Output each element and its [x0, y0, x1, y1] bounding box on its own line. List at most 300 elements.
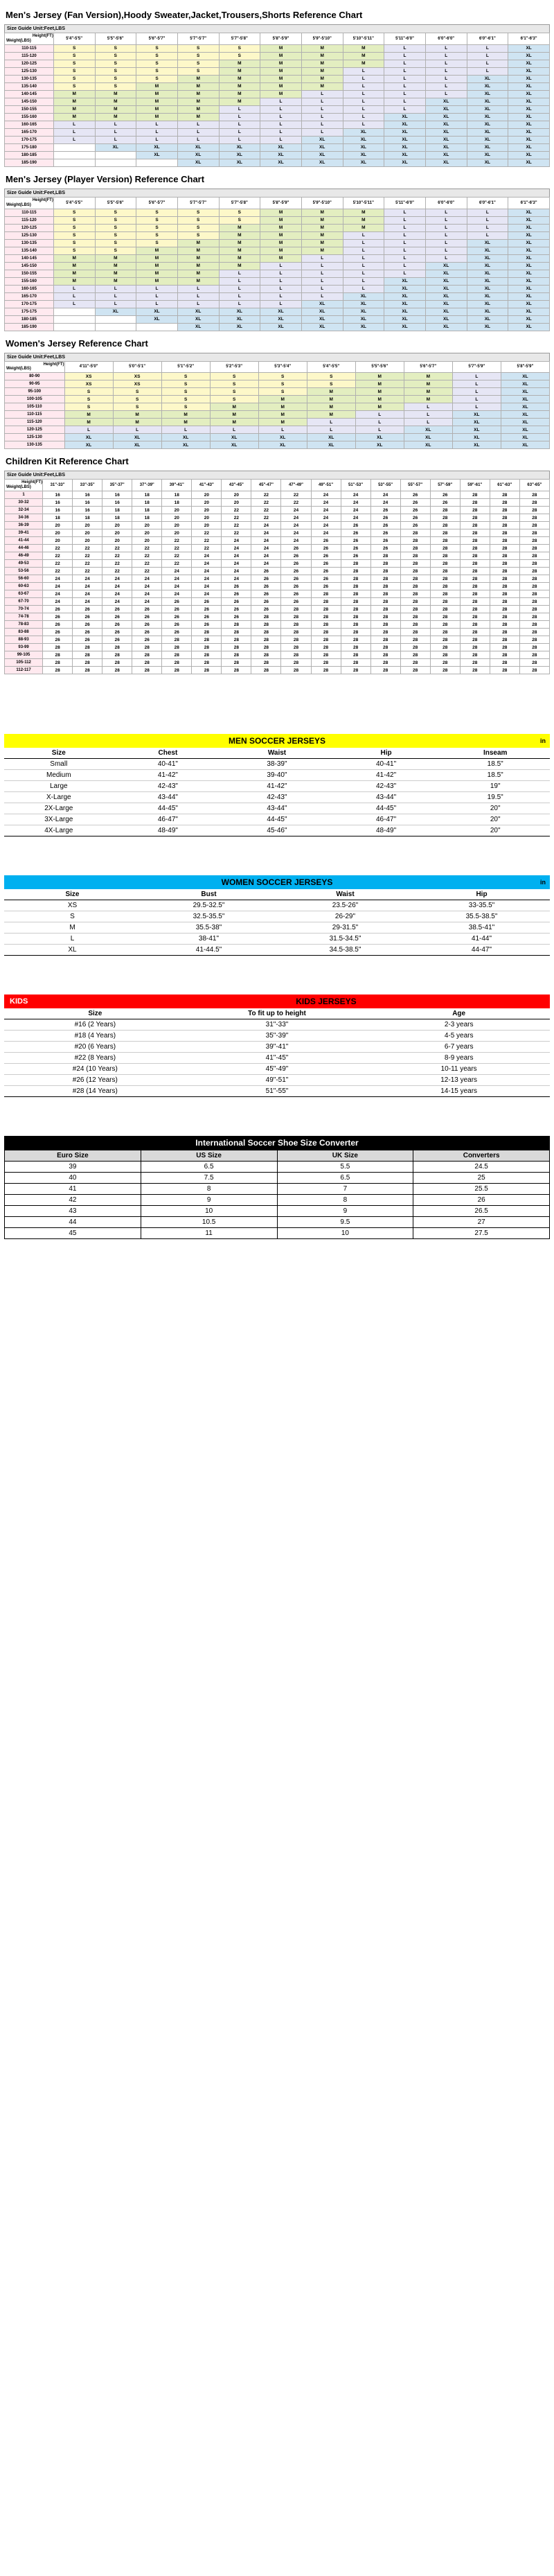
- shoe-size-table: [4, 1150, 550, 1239]
- grid-cell: 28: [400, 621, 430, 629]
- grid-cell: XL: [425, 105, 467, 113]
- grid-cell: M: [95, 113, 136, 121]
- grid-cell: L: [343, 239, 384, 247]
- grid-cell: M: [301, 75, 343, 82]
- table-cell: 43: [5, 1206, 141, 1217]
- table-cell: 40-41": [332, 759, 441, 770]
- grid-cell: S: [136, 60, 178, 67]
- grid-cell: 26: [162, 629, 192, 636]
- grid-cell: XL: [425, 113, 467, 121]
- grid-cell: XL: [501, 396, 549, 403]
- grid-cell: XL: [467, 300, 508, 308]
- grid-cell: M: [301, 67, 343, 75]
- grid-cell: 28: [519, 590, 549, 598]
- grid-cell: 28: [251, 644, 281, 651]
- grid-cell: L: [113, 426, 161, 434]
- grid-cell: 28: [400, 667, 430, 674]
- table-row: [5, 380, 550, 388]
- grid-cell: 26: [132, 606, 162, 613]
- grid-cell: M: [161, 419, 210, 426]
- grid-cell: L: [219, 136, 260, 143]
- grid-cell: S: [177, 60, 219, 67]
- grid-cell: L: [219, 277, 260, 285]
- grid-cell: L: [343, 285, 384, 292]
- grid-cell: [53, 159, 95, 166]
- table-cell: 10.5: [141, 1217, 277, 1228]
- grid-cell: [95, 159, 136, 166]
- grid-cell: M: [136, 247, 178, 254]
- grid-row-header: 145-150: [5, 98, 54, 105]
- grid-cell: XL: [508, 44, 550, 52]
- grid-cell: 28: [341, 651, 370, 659]
- grid-cell: M: [260, 90, 302, 98]
- column-header: Size: [4, 748, 114, 759]
- grid-cell: 20: [43, 522, 73, 529]
- grid-cell: 28: [251, 629, 281, 636]
- grid-cell: 20: [192, 499, 222, 507]
- grid-cell: 24: [102, 598, 132, 606]
- grid-column-header: 45"-47": [251, 480, 281, 491]
- grid-cell: L: [404, 419, 452, 426]
- grid-cell: XL: [425, 128, 467, 136]
- grid-row-header: 130-135: [5, 441, 65, 449]
- grid-cell: L: [425, 216, 467, 224]
- grid-cell: 28: [430, 529, 460, 537]
- grid-column-header: 5'11"-6'0": [384, 197, 426, 209]
- grid-cell: L: [343, 231, 384, 239]
- grid-cell: XL: [384, 308, 426, 315]
- grid-cell: 28: [430, 659, 460, 667]
- grid-cell: 28: [281, 621, 311, 629]
- table-cell: 11: [141, 1228, 277, 1239]
- grid-cell: S: [177, 231, 219, 239]
- grid-cell: S: [64, 396, 113, 403]
- grid-cell: XL: [508, 308, 550, 315]
- grid-cell: 22: [102, 560, 132, 568]
- grid-cell: 28: [460, 659, 490, 667]
- table-cell: 43-44": [114, 792, 223, 803]
- grid-cell: 16: [43, 491, 73, 499]
- grid-row-header: 80-90: [5, 373, 65, 380]
- table-cell: XS: [4, 900, 141, 911]
- grid-cell: 28: [102, 659, 132, 667]
- grid-cell: XL: [508, 52, 550, 60]
- table-cell: 4-5 years: [368, 1031, 550, 1042]
- table-row: [5, 262, 550, 270]
- table-row: [5, 151, 550, 159]
- table-row: [5, 98, 550, 105]
- grid-cell: S: [53, 52, 95, 60]
- grid-cell: 28: [370, 613, 400, 621]
- grid-cell: 26: [162, 613, 192, 621]
- grid-cell: 24: [43, 598, 73, 606]
- grid-row-header: 175-180: [5, 143, 54, 151]
- table-row: [5, 1195, 550, 1206]
- grid-cell: L: [53, 128, 95, 136]
- table-cell: 9.5: [277, 1217, 413, 1228]
- grid-cell: 28: [311, 651, 341, 659]
- grid-cell: XL: [343, 323, 384, 331]
- table-cell: M: [4, 922, 141, 934]
- grid-cell: XL: [452, 441, 501, 449]
- grid-cell: 16: [73, 507, 102, 514]
- grid-cell: L: [343, 277, 384, 285]
- table-row: [4, 825, 550, 836]
- grid-cell: 28: [519, 598, 549, 606]
- grid-row-header: 44-46: [5, 545, 43, 552]
- grid-cell: 28: [430, 514, 460, 522]
- grid-cell: L: [384, 90, 426, 98]
- table-row: [4, 781, 550, 792]
- grid-cell: XL: [425, 136, 467, 143]
- grid-cell: 26: [370, 537, 400, 545]
- grid-cell: XL: [113, 441, 161, 449]
- table-cell: 35.5-38.5": [413, 911, 550, 922]
- grid-cell: 22: [73, 560, 102, 568]
- grid-cell: 28: [490, 590, 519, 598]
- grid-cell: M: [64, 411, 113, 419]
- grid-cell: 28: [370, 598, 400, 606]
- grid-cell: 26: [370, 514, 400, 522]
- grid-cell: 28: [132, 659, 162, 667]
- grid-cell: 28: [222, 667, 251, 674]
- table-row: [4, 1053, 550, 1064]
- table-cell: 9: [277, 1206, 413, 1217]
- grid-cell: 28: [281, 651, 311, 659]
- grid-cell: 28: [490, 499, 519, 507]
- table-row: [4, 1031, 550, 1042]
- grid-cell: XL: [260, 323, 302, 331]
- grid-cell: 26: [222, 598, 251, 606]
- grid-cell: XL: [508, 300, 550, 308]
- table-row: [5, 403, 550, 411]
- grid-cell: 28: [400, 659, 430, 667]
- grid-cell: 24: [132, 590, 162, 598]
- column-header: UK Size: [277, 1150, 413, 1162]
- grid-cell: 26: [43, 606, 73, 613]
- grid-row-header: 145-150: [5, 262, 54, 270]
- grid-cell: XL: [355, 441, 404, 449]
- grid-cell: 26: [370, 522, 400, 529]
- table-row: [5, 52, 550, 60]
- grid-cell: XL: [219, 143, 260, 151]
- grid-cell: 26: [430, 499, 460, 507]
- grid-cell: 28: [519, 560, 549, 568]
- table-row: [5, 270, 550, 277]
- table-row: [5, 143, 550, 151]
- grid-cell: XL: [384, 113, 426, 121]
- grid-cell: 20: [192, 522, 222, 529]
- table-cell: Small: [4, 759, 114, 770]
- grid-cell: XL: [343, 136, 384, 143]
- table-row: [4, 1086, 550, 1097]
- column-header: Size: [4, 1008, 186, 1019]
- grid-cell: 28: [311, 606, 341, 613]
- table-row: [5, 636, 550, 644]
- grid-cell: XL: [260, 143, 302, 151]
- column-header: Euro Size: [5, 1150, 141, 1162]
- grid-cell: XL: [384, 136, 426, 143]
- grid-cell: 24: [102, 590, 132, 598]
- grid-cell: 28: [341, 575, 370, 583]
- grid-cell: 28: [490, 621, 519, 629]
- table-cell: 44-45": [114, 803, 223, 814]
- grid-cell: 28: [341, 659, 370, 667]
- grid-cell: 24: [370, 499, 400, 507]
- grid-cell: XL: [219, 159, 260, 166]
- grid-cell: L: [425, 52, 467, 60]
- grid-cell: M: [260, 247, 302, 254]
- grid-cell: 22: [251, 499, 281, 507]
- section-men_fan: [4, 10, 550, 167]
- table-cell: 18.5": [440, 759, 550, 770]
- table-cell: X-Large: [4, 792, 114, 803]
- grid-cell: 28: [370, 621, 400, 629]
- grid-column-header: 6'0"-6'0": [425, 33, 467, 45]
- grid-cell: M: [301, 82, 343, 90]
- grid-cell: 28: [400, 598, 430, 606]
- grid-cell: M: [260, 231, 302, 239]
- size-chart-page: [0, 0, 554, 1253]
- grid-row-header: 170-175: [5, 300, 54, 308]
- grid-cell: XL: [508, 292, 550, 300]
- table-row: [5, 277, 550, 285]
- grid-cell: 26: [281, 568, 311, 575]
- grid-row-header: 110-115: [5, 209, 54, 216]
- grid-row-header: 165-170: [5, 128, 54, 136]
- table-cell: 31"-33": [186, 1019, 368, 1031]
- table-cell: 23.5-26": [277, 900, 413, 911]
- grid-cell: 28: [222, 651, 251, 659]
- table-row: [4, 1075, 550, 1086]
- grid-cell: 26: [102, 613, 132, 621]
- table-row: [5, 411, 550, 419]
- grid-cell: 24: [132, 575, 162, 583]
- table-cell: 44-45": [332, 803, 441, 814]
- grid-cell: 28: [490, 598, 519, 606]
- grid-cell: L: [136, 128, 178, 136]
- grid-cell: [53, 323, 95, 331]
- grid-cell: M: [113, 419, 161, 426]
- grid-cell: L: [343, 90, 384, 98]
- grid-cell: 28: [132, 651, 162, 659]
- size-guide-note: Size Guide Unit:Feet,LBS: [4, 353, 550, 361]
- grid-cell: XL: [301, 308, 343, 315]
- grid-cell: XL: [508, 216, 550, 224]
- grid-cell: 28: [400, 583, 430, 590]
- grid-column-header: 6'1"-6'3": [508, 33, 550, 45]
- grid-cell: 24: [222, 537, 251, 545]
- grid-column-header: 6'0"-6'1": [467, 197, 508, 209]
- grid-cell: L: [95, 300, 136, 308]
- grid-cell: 28: [430, 621, 460, 629]
- grid-cell: XL: [425, 143, 467, 151]
- grid-cell: 28: [192, 636, 222, 644]
- grid-cell: M: [53, 254, 95, 262]
- women-panel-title-text: WOMEN SOCCER JERSEYS: [221, 877, 333, 888]
- grid-cell: M: [219, 90, 260, 98]
- grid-cell: XL: [343, 128, 384, 136]
- grid-cell: 22: [73, 545, 102, 552]
- grid-cell: XL: [452, 419, 501, 426]
- grid-cell: L: [177, 292, 219, 300]
- grid-row-header: 53-56: [5, 568, 43, 575]
- grid-cell: M: [219, 254, 260, 262]
- table-row: [5, 560, 550, 568]
- grid-cell: XL: [467, 254, 508, 262]
- grid-cell: L: [467, 52, 508, 60]
- column-header: US Size: [141, 1150, 277, 1162]
- grid-row-header: 39-41: [5, 529, 43, 537]
- grid-cell: XL: [210, 434, 258, 441]
- grid-cell: L: [53, 292, 95, 300]
- grid-cell: XL: [307, 434, 355, 441]
- women-size-table: [4, 889, 550, 956]
- grid-row-header: 70-74: [5, 606, 43, 613]
- grid-cell: [95, 323, 136, 331]
- grid-cell: XL: [219, 151, 260, 159]
- grid-cell: M: [53, 105, 95, 113]
- table-cell: 29-31.5": [277, 922, 413, 934]
- grid-cell: S: [136, 216, 178, 224]
- grid-cell: 28: [430, 522, 460, 529]
- grid-cell: L: [343, 254, 384, 262]
- grid-cell: L: [384, 247, 426, 254]
- table-cell: 20": [440, 814, 550, 825]
- grid-cell: 18: [102, 514, 132, 522]
- grid-row-header: 140-145: [5, 254, 54, 262]
- grid-cell: 20: [43, 537, 73, 545]
- grid-cell: XL: [219, 308, 260, 315]
- table-cell: 24.5: [413, 1162, 550, 1173]
- grid-cell: XL: [467, 82, 508, 90]
- grid-cell: L: [301, 128, 343, 136]
- grid-cell: M: [210, 403, 258, 411]
- grid-cell: XL: [425, 262, 467, 270]
- table-row: [5, 285, 550, 292]
- table-cell: 35.5-38": [141, 922, 277, 934]
- grid-cell: M: [343, 209, 384, 216]
- grid-cell: XL: [404, 426, 452, 434]
- grid-cell: [136, 323, 178, 331]
- grid-row-header: 175-175: [5, 308, 54, 315]
- grid-cell: 26: [73, 629, 102, 636]
- grid-cell: 24: [162, 590, 192, 598]
- grid-cell: 24: [281, 514, 311, 522]
- grid-cell: M: [307, 396, 355, 403]
- women-panel-unit: in: [540, 879, 546, 886]
- grid-cell: M: [307, 388, 355, 396]
- table-cell: 33-35.5": [413, 900, 550, 911]
- grid-row-header: 125-130: [5, 434, 65, 441]
- grid-column-header: 5'8"-5'9": [260, 197, 302, 209]
- grid-cell: M: [177, 113, 219, 121]
- table-cell: 6.5: [141, 1162, 277, 1173]
- grid-column-header: 5'3"-5'4": [258, 361, 307, 373]
- table-cell: 10: [141, 1206, 277, 1217]
- grid-cell: 18: [162, 491, 192, 499]
- grid-cell: [53, 143, 95, 151]
- grid-cell: 28: [519, 613, 549, 621]
- grid-cell: 28: [460, 499, 490, 507]
- grid-cell: XL: [301, 136, 343, 143]
- grid-cell: M: [219, 239, 260, 247]
- grid-cell: 22: [43, 545, 73, 552]
- grid-cell: L: [404, 403, 452, 411]
- grid-column-header: 55"-57": [400, 480, 430, 491]
- grid-cell: 26: [192, 598, 222, 606]
- grid-column-header: 5'2"-5'3": [210, 361, 258, 373]
- grid-cell: 28: [490, 560, 519, 568]
- grid-cell: XL: [467, 315, 508, 323]
- grid-row-header: 30-32: [5, 499, 43, 507]
- grid-cell: XL: [508, 98, 550, 105]
- grid-cell: M: [219, 60, 260, 67]
- grid-cell: XL: [384, 300, 426, 308]
- reference-grid: [4, 33, 550, 167]
- grid-cell: 22: [162, 545, 192, 552]
- grid-cell: 28: [460, 545, 490, 552]
- grid-cell: S: [53, 224, 95, 231]
- grid-cell: M: [64, 419, 113, 426]
- grid-cell: 28: [370, 568, 400, 575]
- grid-cell: XL: [425, 300, 467, 308]
- grid-cell: S: [161, 403, 210, 411]
- grid-cell: L: [467, 60, 508, 67]
- grid-cell: S: [177, 209, 219, 216]
- grid-cell: XL: [384, 323, 426, 331]
- grid-cell: XS: [64, 373, 113, 380]
- grid-cell: 26: [370, 529, 400, 537]
- grid-cell: 28: [490, 636, 519, 644]
- grid-cell: 22: [222, 522, 251, 529]
- grid-cell: L: [355, 411, 404, 419]
- grid-cell: M: [136, 90, 178, 98]
- grid-cell: L: [452, 396, 501, 403]
- grid-cell: L: [301, 121, 343, 128]
- grid-cell: 22: [132, 560, 162, 568]
- grid-cell: M: [343, 52, 384, 60]
- grid-cell: 24: [43, 575, 73, 583]
- table-row: [5, 583, 550, 590]
- grid-cell: XL: [425, 323, 467, 331]
- grid-cell: 28: [251, 613, 281, 621]
- table-cell: 2X-Large: [4, 803, 114, 814]
- reference-chart-sections: [4, 10, 550, 449]
- grid-cell: L: [425, 44, 467, 52]
- grid-cell: 28: [460, 636, 490, 644]
- grid-cell: L: [467, 224, 508, 231]
- column-header: Inseam: [440, 748, 550, 759]
- grid-cell: 28: [162, 659, 192, 667]
- grid-cell: S: [307, 380, 355, 388]
- grid-cell: XL: [508, 105, 550, 113]
- table-row: [5, 90, 550, 98]
- table-row: [4, 770, 550, 781]
- grid-cell: S: [219, 209, 260, 216]
- grid-cell: XL: [452, 411, 501, 419]
- grid-row-header: 34-36: [5, 514, 43, 522]
- grid-cell: XL: [425, 98, 467, 105]
- grid-cell: 28: [490, 644, 519, 651]
- grid-cell: 24: [311, 514, 341, 522]
- grid-cell: XL: [425, 151, 467, 159]
- grid-cell: 22: [102, 545, 132, 552]
- grid-cell: S: [53, 216, 95, 224]
- grid-cell: 28: [341, 583, 370, 590]
- grid-cell: 22: [251, 507, 281, 514]
- women-soccer-jerseys-panel: [4, 875, 550, 956]
